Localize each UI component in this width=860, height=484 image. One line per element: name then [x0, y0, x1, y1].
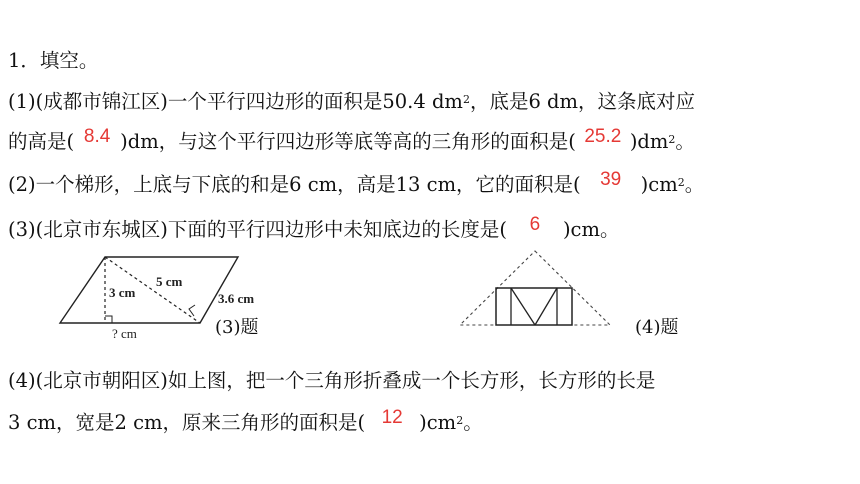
problem-2-text: (2)一个梯形，上底与下底的和是6 cm，高是13 cm，它的面积是( [8, 173, 581, 196]
problem-4-line-2 [8, 409, 483, 438]
parallelogram-outline [60, 257, 238, 323]
label-base: ? cm [112, 326, 137, 341]
right-angle-mark [105, 316, 112, 323]
problem-1-text-a: (1)(成都市锦江区)一个平行四边形的面积是50.4 dm [8, 90, 463, 113]
problem-1-line-2 [8, 128, 695, 157]
fold-diagonal-left [511, 288, 535, 325]
problem-2-unit: )cm [640, 173, 678, 196]
problem-4-text: 3 cm，宽是2 cm，原来三角形的面积是( [8, 411, 366, 434]
problem-2-period: 。 [684, 173, 705, 196]
superscript: 2 [677, 176, 685, 189]
figure-3-caption: (3)题 [215, 317, 259, 338]
folded-triangle-figure [455, 248, 615, 330]
fold-diagonal-right [535, 288, 557, 325]
problem-1-text-d: )dm，与这个平行四边形等底等高的三角形的面积是( [120, 130, 576, 153]
problem-2 [8, 171, 704, 200]
answer-1-area: 25.2 [584, 126, 622, 147]
answer-1-height: 8.4 [83, 126, 111, 147]
label-side: 3.6 cm [218, 291, 255, 306]
answer-3: 6 [529, 214, 541, 235]
problem-1-text-e: )dm [629, 130, 669, 153]
problem-3 [8, 216, 619, 245]
answer-4: 12 [381, 407, 403, 428]
label-diagonal: 5 cm [156, 274, 183, 289]
answer-2: 39 [600, 169, 622, 190]
superscript: 2 [462, 93, 470, 106]
problem-4-line-1: (4)(北京市朝阳区)如上图，把一个三角形折叠成一个长方形，长方形的长是 [8, 369, 656, 392]
problem-1-line-1 [8, 88, 695, 116]
problem-3-text: (3)(北京市东城区)下面的平行四边形中未知底边的长度是( [8, 218, 507, 241]
right-angle-mark-2 [189, 305, 195, 316]
problem-3-unit: )cm。 [562, 218, 620, 241]
figure-4-caption: (4)题 [635, 317, 679, 338]
rectangle-outline [496, 288, 572, 325]
question-heading: 1．填空。 [8, 49, 99, 72]
problem-1-text-b: ，底是6 dm，这条底对应 [469, 90, 696, 113]
label-height: 3 cm [109, 285, 136, 300]
superscript: 2 [668, 133, 676, 146]
superscript: 2 [456, 414, 464, 427]
problem-1-period: 。 [675, 130, 695, 153]
problem-4-unit: )cm [419, 411, 457, 434]
problem-1-text-c: 的高是( [8, 130, 75, 153]
problem-4-period: 。 [463, 411, 483, 434]
